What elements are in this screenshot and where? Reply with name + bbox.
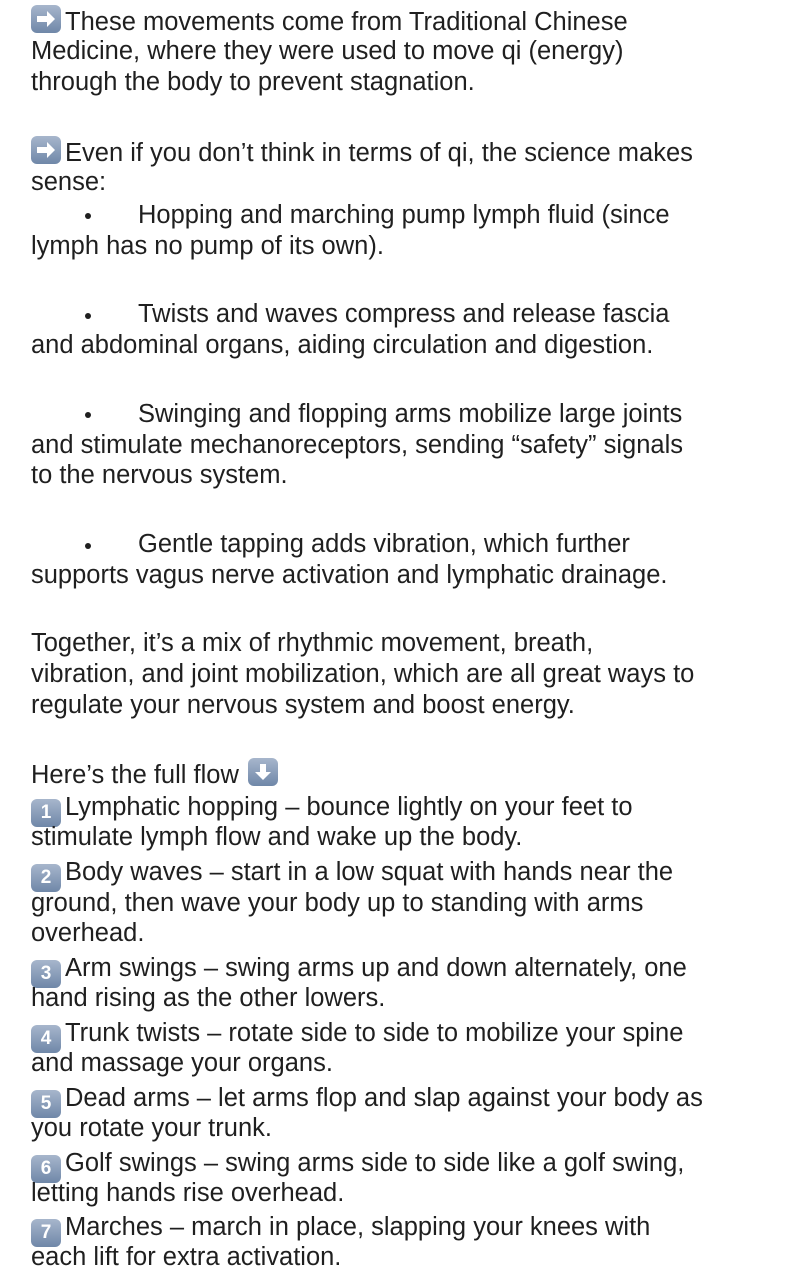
bullet-3-text: Swinging and flopping arms mobilize large joints — [138, 400, 683, 428]
keycap-6-icon: 6 — [31, 1155, 61, 1183]
keycap-1-icon: 1 — [31, 799, 61, 827]
intro-line-1 — [31, 5, 628, 38]
bullet-dot — [85, 543, 91, 549]
science-text-1: Even if you don’t think in terms of qi, the science makes — [65, 139, 693, 167]
step-2-text-1: Body waves – start in a low squat with hands near the — [65, 858, 674, 886]
intro-text-2: Medicine, where they were used to move qi (energy) — [31, 37, 624, 65]
step-3-text-2: hand rising as the other lowers. — [31, 984, 386, 1012]
bullet-2-text: Twists and waves compress and release fascia — [138, 300, 670, 328]
step-1-text-2: stimulate lymph flow and wake up the body. — [31, 823, 523, 851]
bullet-4-text: Gentle tapping adds vibration, which further — [138, 530, 630, 558]
bullet-1-text-2: lymph has no pump of its own). — [31, 232, 384, 260]
step-3-text-1: Arm swings – swing arms up and down alternately, one — [65, 954, 687, 982]
together-text-1: Together, it’s a mix of rhythmic movement, breath, — [31, 629, 594, 657]
science-line-1 — [31, 136, 693, 169]
down-arrow-emoji-icon — [248, 758, 278, 786]
step-7-text-2: each lift for extra activation. — [31, 1243, 342, 1271]
intro-text-1: These movements come from Traditional Chinese — [65, 8, 628, 36]
bullet-3-text-3: to the nervous system. — [31, 461, 288, 489]
bullet-3-text-2: and stimulate mechanoreceptors, sending “safety” signals — [31, 431, 684, 459]
step-6-text-2: letting hands rise overhead. — [31, 1179, 345, 1207]
bullet-dot — [85, 313, 91, 319]
right-arrow-emoji-icon — [31, 5, 61, 33]
step-5-text-1: Dead arms – let arms flop and slap against your body as — [65, 1084, 703, 1112]
right-arrow-emoji-icon — [31, 136, 61, 164]
step-7-text-1: Marches – march in place, slapping your knees with — [65, 1213, 651, 1241]
bullet-4-text-2: supports vagus nerve activation and lymphatic drainage. — [31, 561, 668, 589]
keycap-2-icon: 2 — [31, 864, 61, 892]
bullet-1-text: Hopping and marching pump lymph fluid (since — [138, 201, 670, 229]
together-text-2: vibration, and joint mobilization, which are all great ways to — [31, 660, 695, 688]
flow-heading-text: Here’s the full flow — [31, 761, 239, 789]
keycap-5-icon: 5 — [31, 1090, 61, 1118]
flow-heading — [31, 758, 282, 791]
keycap-3-icon: 3 — [31, 960, 61, 988]
step-6-text-1: Golf swings – swing arms side to side like a golf swing, — [65, 1149, 685, 1177]
step-1-text-1: Lymphatic hopping – bounce lightly on your feet to — [65, 793, 633, 821]
intro-text-3: through the body to prevent stagnation. — [31, 68, 475, 96]
step-4-text-1: Trunk twists – rotate side to side to mobilize your spine — [65, 1019, 684, 1047]
bullet-dot — [85, 412, 91, 418]
science-text-2: sense: — [31, 168, 107, 196]
step-2-text-2: ground, then wave your body up to standing with arms — [31, 889, 644, 917]
keycap-7-icon: 7 — [31, 1219, 61, 1247]
bullet-dot — [85, 213, 91, 219]
step-4-text-2: and massage your organs. — [31, 1049, 333, 1077]
step-5-text-2: you rotate your trunk. — [31, 1114, 272, 1142]
keycap-4-icon: 4 — [31, 1025, 61, 1053]
flow-step-2 — [31, 857, 673, 892]
bullet-2-text-2: and abdominal organs, aiding circulation and digestion. — [31, 331, 654, 359]
step-2-text-3: overhead. — [31, 919, 145, 947]
together-text-3: regulate your nervous system and boost energy. — [31, 691, 575, 719]
